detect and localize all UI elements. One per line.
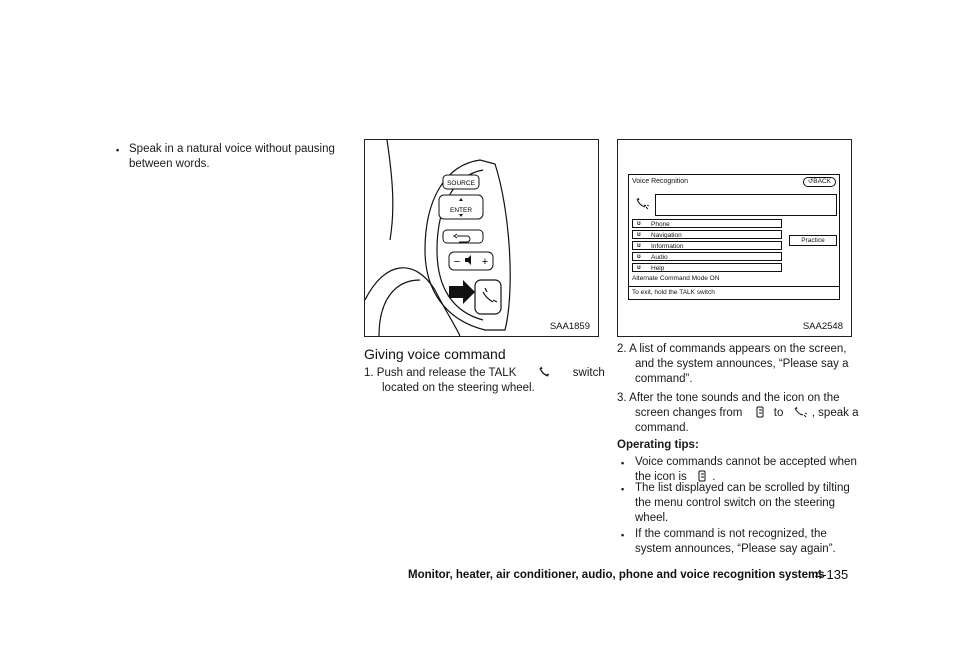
alternate-mode-status: Alternate Command Mode ON (632, 275, 720, 282)
footer-section-title: Monitor, heater, air conditioner, audio, phone and voice recognition systems (408, 569, 825, 581)
tip1-period: . (712, 471, 716, 483)
pointer-arrow-icon (449, 280, 475, 304)
page-number: 4-135 (815, 567, 849, 582)
svg-text:ENTER: ENTER (449, 207, 473, 214)
step3-text: screen changes from (635, 407, 743, 419)
step3-line3: command. (635, 422, 689, 434)
menu-item-label: Phone (651, 221, 670, 228)
talk-icon (538, 366, 550, 383)
enter-button (439, 195, 483, 219)
step2-line3: command”. (635, 373, 693, 385)
svg-text:SOURCE: SOURCE (447, 180, 475, 187)
bullet-marker: • (621, 530, 625, 540)
step3-line1: 3. After the tone sounds and the icon on the (617, 392, 840, 404)
step1-line2: located on the steering wheel. (382, 382, 535, 394)
screen-title: Voice Recognition (632, 178, 689, 185)
step1-switch-word: switch (572, 367, 605, 379)
figure-code: SAA1859 (549, 321, 590, 332)
back-arrow-icon: ↺ (807, 178, 814, 185)
menu-item-label: Help (651, 265, 665, 272)
step3-speak: , speak a (811, 407, 859, 419)
steering-wheel-illustration (365, 140, 598, 336)
svg-text:+: + (481, 256, 489, 268)
tip1-text: the icon is (635, 471, 687, 483)
menu-item-audio[interactable] (632, 252, 782, 261)
bullet-marker: • (116, 145, 120, 155)
voice-item-icon: ʊ (637, 254, 641, 260)
tip-natural-voice-line2: between words. (129, 158, 210, 170)
tip2-line2: the menu control switch on the steering (635, 497, 836, 509)
back-label: BACK (813, 178, 831, 185)
voice-item-icon: ʊ (637, 243, 641, 249)
source-button (443, 175, 479, 189)
tip2-line1: The list displayed can be scrolled by tilting (635, 482, 850, 494)
bullet-marker: • (621, 458, 625, 468)
menu-item-navigation[interactable] (632, 230, 782, 239)
back-button[interactable] (803, 177, 836, 187)
volume-button (449, 252, 493, 270)
mic-off-icon (756, 406, 765, 423)
menu-item-label: Information (651, 243, 684, 250)
menu-item-label: Audio (651, 254, 668, 261)
svg-text:−: − (453, 256, 461, 268)
mic-on-icon (793, 406, 809, 423)
voice-item-icon: ʊ (637, 221, 641, 227)
menu-item-help[interactable] (632, 263, 782, 272)
tip2-line3: wheel. (635, 512, 669, 524)
menu-item-label: Navigation (651, 232, 682, 239)
back-switch-button (443, 230, 483, 243)
tip3-line1: If the command is not recognized, the (635, 528, 827, 540)
exit-hint-bar: To exit, hold the TALK switch (629, 286, 839, 299)
tip1-line1: Voice commands cannot be accepted when (635, 456, 857, 468)
step3-to: to (773, 407, 784, 419)
figure-code: SAA2548 (802, 321, 843, 332)
voice-recognition-figure (617, 139, 852, 337)
tip-natural-voice-line1: Speak in a natural voice without pausing (129, 143, 335, 155)
steering-switch-figure (364, 139, 599, 337)
menu-item-phone[interactable] (632, 219, 782, 228)
voice-item-icon: ʊ (637, 232, 641, 238)
recognition-result-box (655, 194, 837, 216)
section-heading: Giving voice command (364, 346, 506, 362)
voice-recognition-screen (628, 174, 840, 300)
tip3-line2: system announces, “Please say again”. (635, 543, 836, 555)
operating-tips-heading: Operating tips: (617, 439, 699, 451)
practice-button[interactable]: Practice (789, 235, 837, 246)
step1-text: 1. Push and release the TALK (364, 367, 517, 379)
step2-line2: and the system announces, “Please say a (635, 358, 849, 370)
voice-item-icon: ʊ (637, 265, 641, 271)
microphone-status-icon (634, 197, 650, 214)
step2-line1: 2. A list of commands appears on the screen, (617, 343, 847, 355)
menu-item-information[interactable] (632, 241, 782, 250)
talk-switch-button (475, 280, 501, 314)
bullet-marker: • (621, 484, 625, 494)
